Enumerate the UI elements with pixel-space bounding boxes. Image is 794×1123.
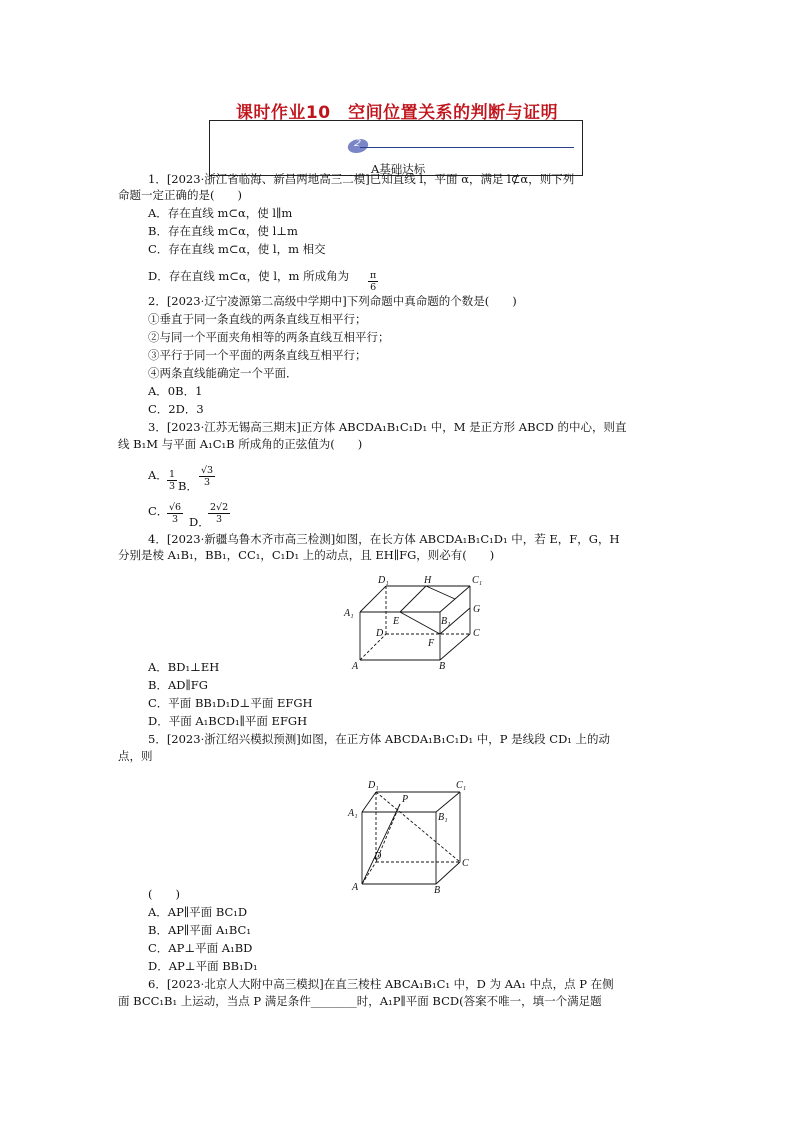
fig4-label-D1: D₁ xyxy=(378,575,389,586)
text-line: D．平面 A₁BCD₁∥平面 EFGH xyxy=(148,714,308,728)
text-line: C． xyxy=(148,504,169,518)
text-line: 6．[2023·北京人大附中高三模拟]在直三棱柱 ABCA₁B₁C₁ 中，D 为 AA₁ 中点，点 P 在侧 xyxy=(148,977,614,991)
section-label: A基础达标 xyxy=(371,162,426,176)
fig5-label-P: P xyxy=(402,794,409,805)
text-line: A． xyxy=(148,468,168,482)
fig5-label-B: B xyxy=(434,885,441,894)
fig4-label-B: B xyxy=(439,661,446,672)
fig4-label-F: F xyxy=(428,638,435,649)
text-line: ( ) xyxy=(148,887,180,901)
fig5-label-C: C xyxy=(462,858,469,869)
text-line: A．AP∥平面 BC₁D xyxy=(148,905,248,919)
text-line: ④两条直线能确定一个平面． xyxy=(148,366,298,380)
text-line: D．存在直线 m⊂α，使 l，m 所成角为 xyxy=(148,269,350,283)
text-line: 1．[2023·浙江省临海、新昌两地高三二模]已知直线 l，平面 α，满足 l⊄α，则下列 xyxy=(148,172,575,186)
fig4-label-C: C xyxy=(473,628,480,639)
fig4-label-B1: B₁ xyxy=(441,616,451,627)
fig5-label-D1: D₁ xyxy=(368,780,379,791)
text-line: 面 BCC₁B₁ 上运动，当点 P 满足条件________时，A₁P∥平面 BCD(答案不唯一，填一个满足题 xyxy=(118,994,602,1008)
text-line: 5．[2023·浙江绍兴模拟预测]如图，在正方体 ABCDA₁B₁C₁D₁ 中，P 是线段 CD₁ 上的动 xyxy=(148,732,611,746)
fig4-label-E: E xyxy=(393,616,400,627)
text-line: 4．[2023·新疆乌鲁木齐市高三检测]如图，在长方体 ABCDA₁B₁C₁D₁ 中，若 E，F，G，H xyxy=(148,532,620,546)
fig4-label-C1: C₁ xyxy=(472,575,483,586)
text-line: 2．[2023·辽宁凌源第二高级中学期中]下列命题中真命题的个数是( ) xyxy=(148,294,517,308)
text-line: ②与同一个平面夹角相等的两条直线互相平行； xyxy=(148,330,390,344)
q3-a-fraction: $\frac{1}{3}$ xyxy=(169,469,176,492)
text-line: B．AP∥平面 A₁BC₁ xyxy=(148,923,251,937)
q1-d-fraction: $\frac{\pi}{6}$ xyxy=(370,270,377,293)
text-line: B．AD∥FG xyxy=(148,678,208,692)
fig5-label-B1: B₁ xyxy=(438,812,448,823)
page-title: 课时作业10 空间位置关系的判断与证明 xyxy=(235,103,559,123)
fig4-label-D: D xyxy=(376,628,384,639)
q3-b-fraction: $\frac{√3}{3}$ xyxy=(201,465,214,488)
figure-cuboid-efgh xyxy=(340,572,490,672)
fig4-label-H: H xyxy=(424,575,432,586)
text-line: ③平行于同一个平面的两条直线互相平行； xyxy=(148,348,367,362)
text-line: C．AP⊥平面 A₁BD xyxy=(148,941,253,955)
text-line: 点，则 xyxy=(118,749,153,763)
text-line: C．平面 BB₁D₁D⊥平面 EFGH xyxy=(148,696,313,710)
text-line: 分别是棱 A₁B₁，BB₁，CC₁，C₁D₁ 上的动点，且 EH∥FG，则必有( ) xyxy=(118,548,495,562)
q3-b-label: B． xyxy=(178,479,198,493)
text-line: 3．[2023·江苏无锡高三期末]正方体 ABCDA₁B₁C₁D₁ 中，M 是正方形 ABCD 的中心，则直 xyxy=(148,420,627,434)
banner-divider xyxy=(360,147,574,148)
text-line: C．2D．3 xyxy=(148,402,204,416)
figure-cube-p xyxy=(340,772,480,894)
fig5-label-A1: A₁ xyxy=(348,808,358,819)
fig5-label-D: D xyxy=(374,851,382,862)
text-line: A．存在直线 m⊂α，使 l∥m xyxy=(148,206,293,220)
q3-d-fraction: $\frac{2√2}{3}$ xyxy=(210,502,229,525)
fig4-label-A1: A₁ xyxy=(344,608,354,619)
text-line: C．存在直线 m⊂α，使 l，m 相交 xyxy=(148,242,326,256)
q3-c-fraction: $\frac{√6}{3}$ xyxy=(169,502,182,525)
fig4-label-G: G xyxy=(473,604,481,615)
text-line: D．AP⊥平面 BB₁D₁ xyxy=(148,959,258,973)
text-line: B．存在直线 m⊂α，使 l⊥m xyxy=(148,224,298,238)
q3-d-label: D． xyxy=(189,515,210,529)
section-badge-icon: 2 xyxy=(346,139,370,153)
section-banner xyxy=(209,120,583,176)
text-line: 命题一定正确的是( ) xyxy=(118,188,242,202)
fig4-label-A: A xyxy=(352,661,359,672)
text-line: ①垂直于同一条直线的两条直线互相平行； xyxy=(148,312,367,326)
fig5-label-A: A xyxy=(352,882,359,893)
fig5-label-C1: C₁ xyxy=(456,780,467,791)
text-line: A．BD₁⊥EH xyxy=(148,660,220,674)
text-line: A．0B．1 xyxy=(148,384,203,398)
text-line: 线 B₁M 与平面 A₁C₁B 所成角的正弦值为( ) xyxy=(118,437,363,451)
